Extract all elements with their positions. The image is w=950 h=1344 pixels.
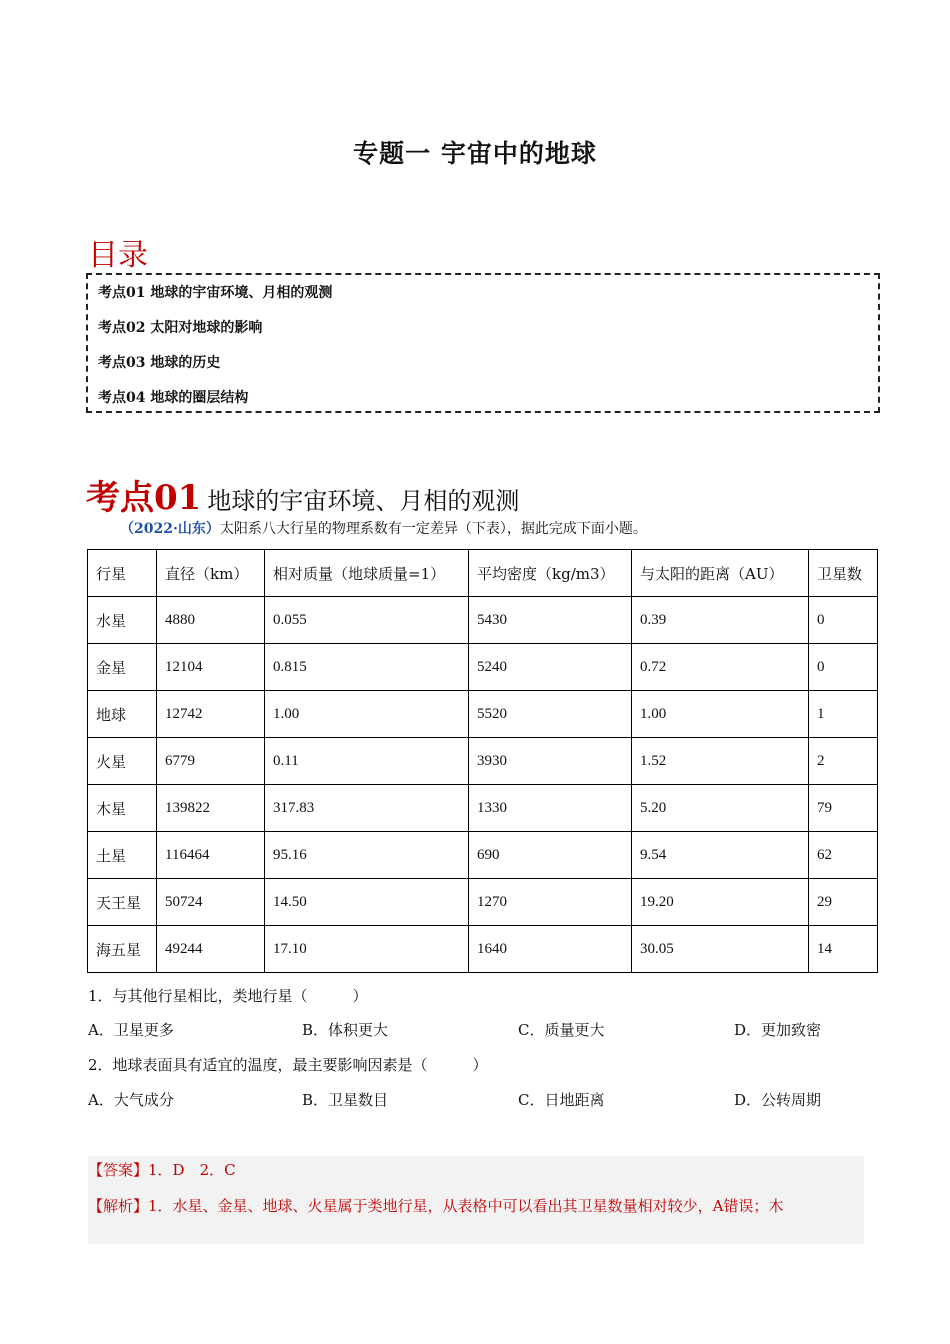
section-title: 地球的宇宙环境、月相的观测 (207, 487, 520, 515)
table-cell: 12104 (157, 644, 265, 691)
table-cell: 海五星 (88, 926, 157, 973)
table-cell: 0 (809, 597, 878, 644)
table-row (88, 832, 878, 879)
answer-option[interactable]: B．卫星数目 (302, 1091, 389, 1109)
table-cell: 5520 (469, 691, 632, 738)
table-row (88, 644, 878, 691)
table-cell: 29 (809, 879, 878, 926)
toc-item[interactable]: 考点02 太阳对地球的影响 (98, 320, 263, 336)
table-cell: 1270 (469, 879, 632, 926)
table-cell: 6779 (157, 738, 265, 785)
table-row (88, 691, 878, 738)
question-intro (120, 518, 647, 538)
table-cell: 50724 (157, 879, 265, 926)
table-cell: 116464 (157, 832, 265, 879)
table-cell: 1.52 (632, 738, 809, 785)
table-cell: 0 (809, 644, 878, 691)
table-cell: 土星 (88, 832, 157, 879)
column-header: 平均密度（kg/m3） (469, 550, 632, 597)
answer-option[interactable]: D．公转周期 (734, 1091, 822, 1109)
table-cell: 30.05 (632, 926, 809, 973)
table-cell: 1.00 (632, 691, 809, 738)
table-cell: 0.055 (265, 597, 469, 644)
source-tag: （2022·山东） (120, 521, 220, 537)
column-header: 卫星数 (809, 550, 878, 597)
column-header: 与太阳的距离（AU） (632, 550, 809, 597)
section-heading (86, 470, 519, 519)
answer-text: 1．D 2．C (148, 1161, 236, 1179)
table-cell: 1.00 (265, 691, 469, 738)
table-cell: 3930 (469, 738, 632, 785)
table-cell: 金星 (88, 644, 157, 691)
page-title: 专题一 宇宙中的地球 (353, 139, 597, 168)
answer-option[interactable]: A．大气成分 (88, 1091, 174, 1109)
table-cell: 4880 (157, 597, 265, 644)
table-row (88, 597, 878, 644)
table-cell: 79 (809, 785, 878, 832)
analysis-text: 1．水星、金星、地球、火星属于类地行星，从表格中可以看出其卫星数量相对较少，A错误；木 (148, 1197, 784, 1215)
answer-option[interactable]: D．更加致密 (734, 1021, 822, 1039)
table-cell: 14 (809, 926, 878, 973)
table-cell: 地球 (88, 691, 157, 738)
table-cell: 317.83 (265, 785, 469, 832)
table-cell: 49244 (157, 926, 265, 973)
analysis-label: 【解析】 (88, 1197, 149, 1215)
table-cell: 火星 (88, 738, 157, 785)
toc-item[interactable]: 考点04 地球的圈层结构 (98, 390, 249, 406)
toc-item[interactable]: 考点01 地球的宇宙环境、月相的观测 (98, 285, 333, 301)
analysis-line (88, 1195, 783, 1216)
planet-table (87, 549, 878, 973)
table-cell: 139822 (157, 785, 265, 832)
table-cell: 14.50 (265, 879, 469, 926)
answer-option[interactable]: B．体积更大 (302, 1021, 389, 1039)
table-cell: 1330 (469, 785, 632, 832)
table-cell: 2 (809, 738, 878, 785)
table-cell: 水星 (88, 597, 157, 644)
table-cell: 9.54 (632, 832, 809, 879)
table-cell: 17.10 (265, 926, 469, 973)
table-cell: 5430 (469, 597, 632, 644)
table-cell: 95.16 (265, 832, 469, 879)
column-header: 直径（km） (157, 550, 265, 597)
intro-text: 太阳系八大行星的物理系数有一定差异（下表），据此完成下面小题。 (219, 521, 647, 537)
question-stem: 1．与其他行星相比，类地行星（ ） (88, 987, 368, 1005)
table-cell: 5240 (469, 644, 632, 691)
table-row (88, 785, 878, 832)
table-cell: 690 (469, 832, 632, 879)
answer-label: 【答案】 (88, 1161, 149, 1179)
column-header: 相对质量（地球质量=1） (265, 550, 469, 597)
table-cell: 0.11 (265, 738, 469, 785)
section-number: 考点01 (86, 478, 202, 518)
table-cell: 12742 (157, 691, 265, 738)
table-cell: 木星 (88, 785, 157, 832)
table-row (88, 738, 878, 785)
table-of-contents (86, 273, 880, 413)
table-cell: 1 (809, 691, 878, 738)
table-cell: 5.20 (632, 785, 809, 832)
answer-option[interactable]: A．卫星更多 (88, 1021, 174, 1039)
question-stem: 2．地球表面具有适宜的温度，最主要影响因素是（ ） (88, 1056, 488, 1074)
table-cell: 0.39 (632, 597, 809, 644)
table-cell: 0.72 (632, 644, 809, 691)
table-cell: 19.20 (632, 879, 809, 926)
table-cell: 1640 (469, 926, 632, 973)
table-row (88, 879, 878, 926)
answer-option[interactable]: C．质量更大 (518, 1021, 605, 1039)
table-cell: 天王星 (88, 879, 157, 926)
table-row (88, 926, 878, 973)
table-cell: 62 (809, 832, 878, 879)
table-header-row (88, 550, 878, 597)
column-header: 行星 (88, 550, 157, 597)
toc-item[interactable]: 考点03 地球的历史 (98, 355, 221, 371)
answer-option[interactable]: C．日地距离 (518, 1091, 605, 1109)
table-cell: 0.815 (265, 644, 469, 691)
answer-line (88, 1159, 236, 1180)
toc-heading: 目录 (88, 238, 148, 273)
